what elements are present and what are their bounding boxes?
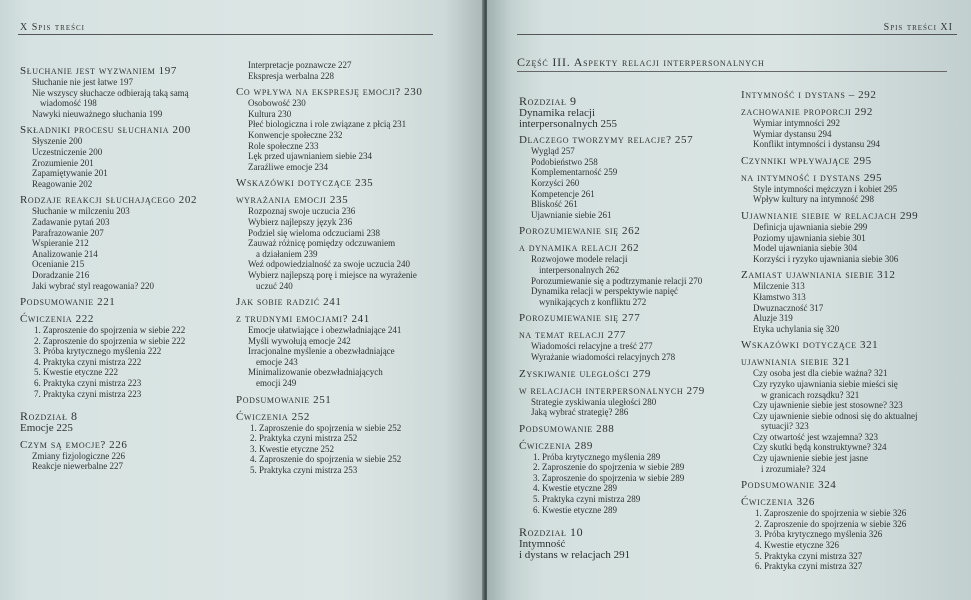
toc-section: Zamiast ujawniania siebie 312 bbox=[741, 269, 896, 282]
toc-exercise: 6. Kwestie etyczne 289 bbox=[533, 504, 617, 515]
toc-entry-continuation: sytuacji? 323 bbox=[761, 421, 809, 432]
toc-section: Porozumiewanie się 262 bbox=[519, 225, 641, 238]
toc-section: a dynamika relacji 262 bbox=[519, 242, 640, 255]
chapter-label: Rozdział 8 bbox=[20, 409, 78, 424]
toc-exercise: 2. Zaproszenie do spojrzenia w siebie 222 bbox=[34, 335, 186, 346]
chapter-label: Rozdział 9 bbox=[519, 94, 577, 108]
toc-exercise: 1. Zaproszenie do spojrzenia w siebie 252 bbox=[250, 422, 402, 433]
toc-entry-continuation: w granicach rozsądku? 321 bbox=[761, 389, 860, 400]
toc-exercise: 5. Praktyka czyni mistrza 253 bbox=[250, 465, 358, 476]
toc-exercise: 4. Praktyka czyni mistrza 222 bbox=[34, 356, 142, 367]
toc-exercise: 4. Kwestie etyczne 289 bbox=[533, 483, 617, 494]
toc-entry: Lęk przed ujawnianiem siebie 234 bbox=[248, 151, 372, 162]
toc-entry: Wygląd 257 bbox=[531, 146, 575, 157]
toc-entry: Ocenianie 215 bbox=[32, 259, 85, 270]
toc-entry: Rozpoznaj swoje uczucia 236 bbox=[248, 206, 356, 217]
toc-section: Składniki procesu słuchania 200 bbox=[20, 124, 191, 137]
header-rule bbox=[18, 34, 433, 35]
toc-exercise: 4. Zaproszenie do spojrzenia w siebie 252 bbox=[250, 454, 402, 465]
toc-column-1 bbox=[519, 84, 734, 560]
toc-entry: Bliskość 261 bbox=[531, 199, 578, 210]
toc-exercise: 6. Praktyka czyni mistrza 223 bbox=[34, 378, 142, 389]
toc-entry: Uczestniczenie 200 bbox=[32, 146, 103, 157]
toc-section: Czym są emocje? 226 bbox=[20, 438, 128, 451]
toc-entry: Komplementarność 259 bbox=[531, 167, 618, 178]
toc-entry: Dynamika relacji w perspektywie napięć bbox=[531, 286, 678, 297]
toc-exercise: 5. Praktyka czyni mistrza 327 bbox=[755, 550, 863, 561]
toc-section: Dlaczego tworzymy relacje? 257 bbox=[519, 134, 694, 147]
part-title: Część III. Aspekty relacji interpersonalnych bbox=[517, 55, 765, 69]
toc-entry: Nawyki nieuważnego słuchania 199 bbox=[32, 108, 163, 119]
toc-column-1 bbox=[20, 60, 220, 472]
toc-entry: Wpływ kultury na intymność 298 bbox=[753, 194, 874, 205]
toc-entry: Emocje ułatwiające i obezwładniające 241 bbox=[248, 325, 402, 336]
toc-exercise: 5. Praktyka czyni mistrza 289 bbox=[533, 494, 641, 505]
toc-section: Wskazówki dotyczące 321 bbox=[741, 339, 879, 352]
toc-entry: Podziel się wieloma odczuciami 238 bbox=[248, 227, 380, 238]
chapter-title: Dynamika relacji bbox=[519, 107, 596, 119]
toc-exercise: 1. Zaproszenie do spojrzenia w siebie 326 bbox=[755, 508, 907, 519]
toc-entry: Wymiar dystansu 294 bbox=[753, 128, 832, 139]
toc-entry: Czy ryzyko ujawniania siebie mieści się bbox=[753, 378, 898, 389]
toc-entry: Wiadomości relacyjne a treść 277 bbox=[531, 341, 653, 352]
toc-entry: Czy osoba jest dla ciebie ważna? 321 bbox=[753, 368, 888, 379]
toc-entry: Słyszenie 200 bbox=[32, 136, 83, 147]
toc-entry: Style intymności mężczyzn i kobiet 295 bbox=[753, 183, 898, 194]
toc-exercise: 1. Próba krytycznego myślenia 289 bbox=[533, 451, 661, 462]
toc-entry: Czy skutki będą konstruktywne? 324 bbox=[753, 442, 887, 453]
toc-entry: Zadawanie pytań 203 bbox=[32, 216, 110, 227]
toc-section: Podsumowanie 288 bbox=[519, 422, 615, 435]
toc-entry: Parafrazowanie 207 bbox=[32, 227, 104, 238]
toc-entry: Analizowanie 214 bbox=[32, 248, 98, 259]
toc-entry: Zapamiętywanie 201 bbox=[32, 168, 108, 179]
toc-entry: Korzyści 260 bbox=[531, 177, 580, 188]
toc-entry-continuation: interpersonalnych 262 bbox=[539, 264, 620, 275]
toc-exercise: 2. Praktyka czyni mistrza 252 bbox=[250, 433, 358, 444]
toc-section: Podsumowanie 221 bbox=[20, 296, 116, 309]
left-page bbox=[0, 0, 484, 600]
toc-entry: Korzyści i ryzyko ujawniania siebie 306 bbox=[753, 253, 899, 264]
toc-entry: Rozwojowe modele relacji bbox=[531, 254, 628, 265]
toc-exercise: 2. Zaproszenie do spojrzenia w siebie 326 bbox=[755, 518, 907, 529]
toc-section: na temat relacji 277 bbox=[519, 329, 626, 342]
toc-entry: Nie wszyscy słuchacze odbierają taką samą bbox=[32, 87, 189, 98]
toc-exercise: 3. Próba krytycznego myślenia 326 bbox=[755, 529, 883, 540]
toc-entry: Konwencje społeczne 232 bbox=[248, 129, 343, 140]
toc-entry: Kłamstwo 313 bbox=[753, 291, 806, 302]
toc-entry: Czy ujawnienie siebie jest stosowne? 323 bbox=[753, 400, 903, 411]
toc-section: Porozumiewanie się 277 bbox=[519, 312, 641, 325]
toc-entry: Wybierz najlepszą porę i miejsce na wyrażenie bbox=[248, 269, 417, 280]
toc-section: Ujawnianie siebie w relacjach 299 bbox=[741, 209, 919, 222]
toc-entry: Aluzje 319 bbox=[753, 313, 793, 324]
toc-section: w relacjach interpersonalnych 279 bbox=[519, 384, 705, 397]
toc-entry: Czy ujawnienie siebie odnosi się do aktualnej bbox=[753, 410, 918, 421]
chapter-title: Intymność bbox=[519, 538, 566, 551]
toc-section: Podsumowanie 251 bbox=[236, 393, 332, 406]
toc-exercise: 5. Kwestie etyczne 222 bbox=[34, 367, 118, 378]
toc-section: z trudnymi emocjami? 241 bbox=[236, 313, 370, 326]
toc-entry: Wymiar intymności 292 bbox=[753, 118, 840, 128]
toc-section: na intymność i dystans 295 bbox=[741, 171, 883, 184]
toc-entry: Poziomy ujawniania siebie 301 bbox=[753, 232, 866, 243]
toc-exercise: 4. Kwestie etyczne 326 bbox=[755, 540, 839, 551]
running-header: Spis treści XI bbox=[883, 22, 953, 33]
toc-entry: Czy ujawnienie siebie jest jasne bbox=[753, 453, 868, 464]
toc-entry: Zmiany fizjologiczne 226 bbox=[32, 450, 125, 461]
toc-entry-continuation: emocji 249 bbox=[256, 378, 297, 389]
toc-entry: Etyka uchylania się 320 bbox=[753, 323, 840, 334]
toc-entry: Podobieństwo 258 bbox=[531, 156, 598, 167]
toc-section: Ćwiczenia 326 bbox=[741, 496, 815, 509]
toc-entry-continuation: a działaniem 239 bbox=[256, 248, 318, 259]
toc-entry: Ujawnianie siebie 261 bbox=[531, 209, 612, 220]
toc-section: zachowanie proporcji 292 bbox=[741, 106, 873, 118]
toc-entry: Wspieranie 212 bbox=[32, 238, 89, 249]
toc-entry: Ekspresja werbalna 228 bbox=[248, 70, 334, 81]
toc-entry: Irracjonalne myślenie a obezwładniające bbox=[248, 346, 395, 357]
header-rule bbox=[517, 34, 957, 35]
toc-entry: Reakcje niewerbalne 227 bbox=[32, 461, 123, 472]
toc-entry: Zauważ różnicę pomiędzy odczuwaniem bbox=[248, 238, 396, 249]
toc-entry: Płeć biologiczna i role związane z płcią 231 bbox=[248, 119, 407, 130]
toc-exercise: 3. Próba krytycznego myślenia 222 bbox=[34, 346, 162, 357]
toc-entry: Milczenie 313 bbox=[753, 281, 805, 292]
toc-entry: Reagowanie 202 bbox=[32, 178, 93, 189]
toc-section: Wskazówki dotyczące 235 bbox=[236, 177, 374, 190]
toc-entry-continuation: wiadomość 198 bbox=[40, 98, 97, 109]
toc-section: Intymność i dystans – 292 bbox=[741, 89, 877, 101]
part-rule bbox=[517, 71, 947, 72]
toc-entry: Weź odpowiedzialność za swoje uczucia 240 bbox=[248, 259, 410, 270]
toc-entry: Role społeczne 233 bbox=[248, 140, 319, 151]
toc-entry: Wybierz najlepszy język 236 bbox=[248, 216, 353, 227]
toc-entry: Minimalizowanie obezwładniających bbox=[248, 367, 383, 378]
toc-entry-continuation: uczuć 240 bbox=[256, 280, 293, 291]
toc-entry: Strategie zyskiwania uległości 280 bbox=[531, 396, 657, 407]
toc-entry-continuation: wynikających z konfliktu 272 bbox=[539, 296, 647, 307]
toc-section: wyrażania emocji 235 bbox=[236, 194, 349, 207]
toc-exercise: 2. Zaproszenie do spojrzenia w siebie 289 bbox=[533, 462, 685, 473]
toc-entry-continuation: emocje 243 bbox=[256, 356, 298, 367]
toc-entry: Myśli wywołują emocje 242 bbox=[248, 335, 351, 346]
right-page bbox=[487, 0, 971, 600]
chapter-title: Emocje 225 bbox=[20, 422, 73, 435]
toc-entry: Słuchanie nie jest łatwe 197 bbox=[32, 77, 133, 87]
toc-entry: Zaraźliwe emocje 234 bbox=[248, 161, 328, 172]
toc-section: Ćwiczenia 289 bbox=[519, 439, 593, 452]
chapter-title: interpersonalnych 255 bbox=[519, 117, 618, 130]
toc-entry: Definicja ujawniania siebie 299 bbox=[753, 221, 868, 232]
toc-section: Jak sobie radzić 241 bbox=[236, 296, 342, 309]
toc-section: Rodzaje reakcji słuchającego 202 bbox=[20, 194, 198, 207]
toc-entry: Konflikt intymności i dystansu 294 bbox=[753, 139, 880, 150]
toc-entry: Porozumiewanie się a podtrzymanie relacji 270 bbox=[531, 275, 703, 286]
toc-entry-continuation: i zrozumiałe? 324 bbox=[761, 463, 826, 474]
toc-entry: Osobowość 230 bbox=[248, 98, 306, 109]
toc-column-2 bbox=[236, 60, 466, 476]
chapter-title: i dystans w relacjach 291 bbox=[519, 548, 631, 561]
toc-section: Ćwiczenia 222 bbox=[20, 313, 94, 326]
toc-exercise: 3. Zaproszenie do spojrzenia w siebie 289 bbox=[533, 472, 685, 483]
toc-section: Słuchanie jest wyzwaniem 197 bbox=[20, 65, 177, 77]
toc-section: ujawniania siebie 321 bbox=[741, 356, 851, 369]
toc-entry: Doradzanie 216 bbox=[32, 269, 90, 280]
toc-entry: Czy otwartość jest wzajemna? 323 bbox=[753, 431, 878, 442]
toc-section: Co wpływa na ekspresję emocji? 230 bbox=[236, 86, 423, 99]
running-header: X Spis treści bbox=[20, 22, 86, 33]
toc-entry: Słuchanie w milczeniu 203 bbox=[32, 206, 130, 217]
toc-entry: Dwuznaczność 317 bbox=[753, 302, 824, 313]
toc-column-2 bbox=[741, 84, 966, 572]
toc-entry: Kultura 230 bbox=[248, 108, 292, 119]
toc-section: Podsumowanie 324 bbox=[741, 479, 837, 492]
toc-section: Czynniki wpływające 295 bbox=[741, 154, 872, 167]
toc-exercise: 7. Praktyka czyni mistrza 223 bbox=[34, 388, 142, 399]
toc-entry: Kompetencje 261 bbox=[531, 188, 595, 199]
toc-entry: Jaką wybrać strategię? 286 bbox=[531, 407, 629, 418]
toc-exercise: 1. Zaproszenie do spojrzenia w siebie 222 bbox=[34, 325, 186, 336]
toc-entry: Jaki wybrać styl reagowania? 220 bbox=[32, 280, 154, 291]
toc-entry: Interpretacje poznawcze 227 bbox=[248, 60, 352, 70]
chapter-label: Rozdział 10 bbox=[519, 525, 584, 540]
toc-exercise: 3. Kwestie etyczne 252 bbox=[250, 443, 334, 454]
toc-section: Zyskiwanie uległości 279 bbox=[519, 367, 651, 380]
toc-entry: Wyrażanie wiadomości relacyjnych 278 bbox=[531, 351, 676, 362]
toc-section: Ćwiczenia 252 bbox=[236, 410, 310, 423]
toc-entry: Zrozumienie 201 bbox=[32, 157, 94, 168]
toc-entry: Model ujawniania siebie 304 bbox=[753, 243, 858, 254]
toc-exercise: 6. Praktyka czyni mistrza 327 bbox=[755, 561, 863, 572]
